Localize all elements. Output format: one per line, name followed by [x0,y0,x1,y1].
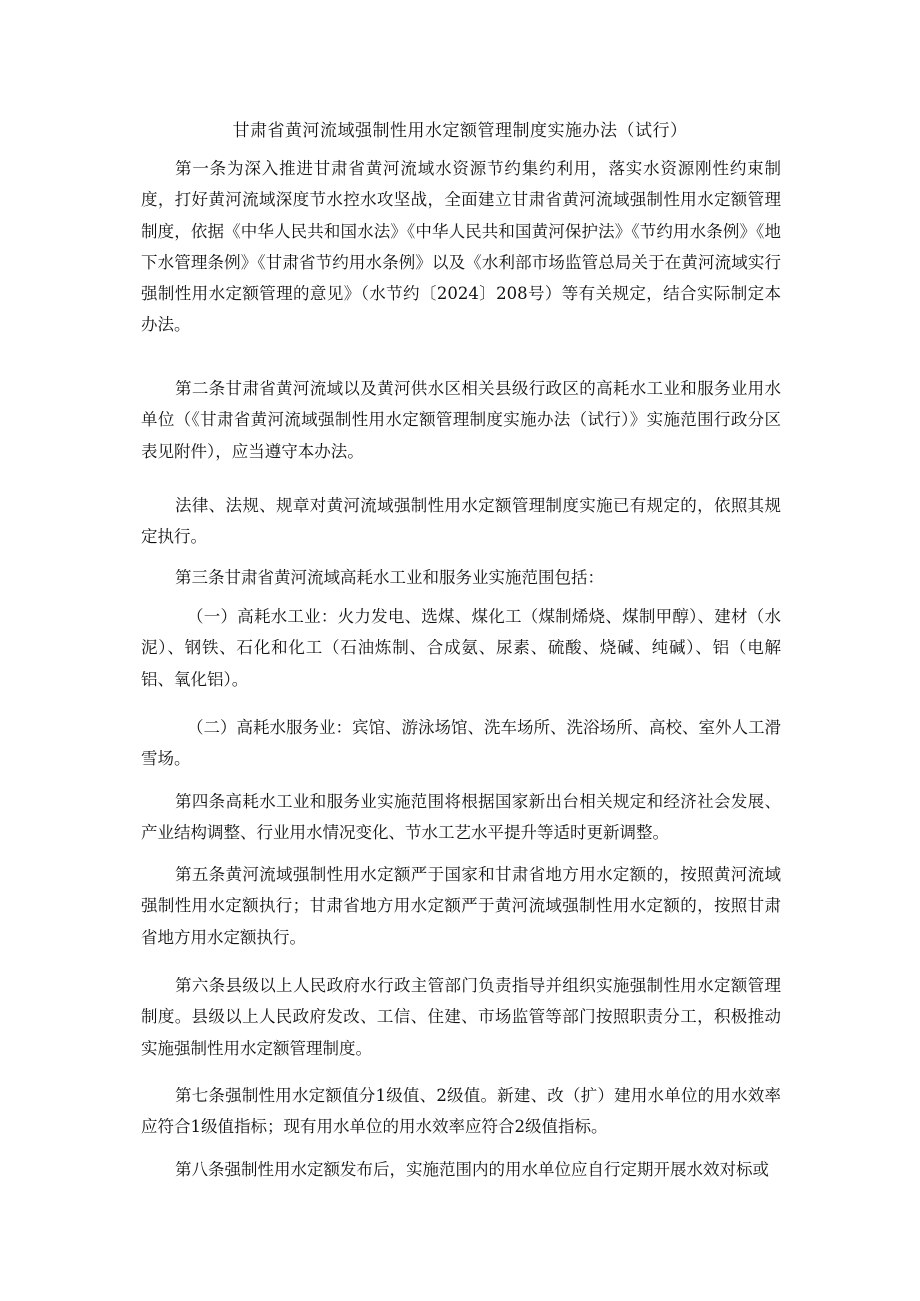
article-6-paragraph: 第六条县级以上人民政府水行政主管部门负责指导并组织实施强制性用水定额管理制度。县级以上人民政府发改、工信、住建、市场监管等部门按照职责分工，积极推动实施强制性用水定额管理制度。 [141,976,781,1058]
article-5-paragraph: 第五条黄河流域强制性用水定额严于国家和甘肃省地方用水定额的，按照黄河流域强制性用水定额执行；甘肃省地方用水定额严于黄河流域强制性用水定额的，按照甘肃省地方用水定额执行。 [141,865,781,947]
document-title: 甘肃省黄河流域强制性用水定额管理制度实施办法（试行） [232,121,688,141]
article-8-paragraph: 第八条强制性用水定额发布后，实施范围内的用水单位应自行定期开展水效对标或 [175,1160,769,1179]
high-water-industry-item: （一）高耗水工业：火力发电、选煤、煤化工（煤制烯烧、煤制甲醇）、建材（水泥）、钢铁、石化和化工（石油炼制、合成氨、尿素、硫酸、烧碱、纯碱）、铝（电解铝、氧化铝）。 [141,607,781,689]
high-water-service-item: （二）高耗水服务业：宾馆、游泳场馆、洗车场所、洗浴场所、高校、室外人工滑雪场。 [141,718,781,769]
article-1-paragraph: 第一条为深入推进甘肃省黄河流域水资源节约集约利用，落实水资源刚性约束制度，打好黄河流域深度节水控水攻坚战，全面建立甘肃省黄河流域强制性用水定额管理制度，依据《中华人民共和国水法》《中华人民共和国黄河保护法》《节约用水条例》《地下水管理条例》《甘肃省节约用水条例》以及《水利部市场监管总局关于在黄河流域实行强制性用水定额管理的意见》（水节约〔2024〕208号）等有关规定，结合实际制定本办法。 [141,159,781,335]
legal-provision-paragraph: 法律、法规、规章对黄河流域强制性用水定额管理制度实施已有规定的，依照其规定执行。 [141,496,781,547]
article-2-paragraph: 第二条甘肃省黄河流域以及黄河供水区相关县级行政区的高耗水工业和服务业用水单位（《甘肃省黄河流域强制性用水定额管理制度实施办法（试行）》实施范围行政分区表见附件），应当遵守本办法。 [141,379,781,461]
article-3-paragraph: 第三条甘肃省黄河流域高耗水工业和服务业实施范围包括： [175,568,604,587]
article-7-paragraph: 第七条强制性用水定额值分1级值、2级值。新建、改（扩）建用水单位的用水效率应符合1级值指标；现有用水单位的用水效率应符合2级值指标。 [141,1086,781,1137]
article-4-paragraph: 第四条高耗水工业和服务业实施范围将根据国家新出台相关规定和经济社会发展、产业结构调整、行业用水情况变化、节水工艺水平提升等适时更新调整。 [141,792,781,843]
